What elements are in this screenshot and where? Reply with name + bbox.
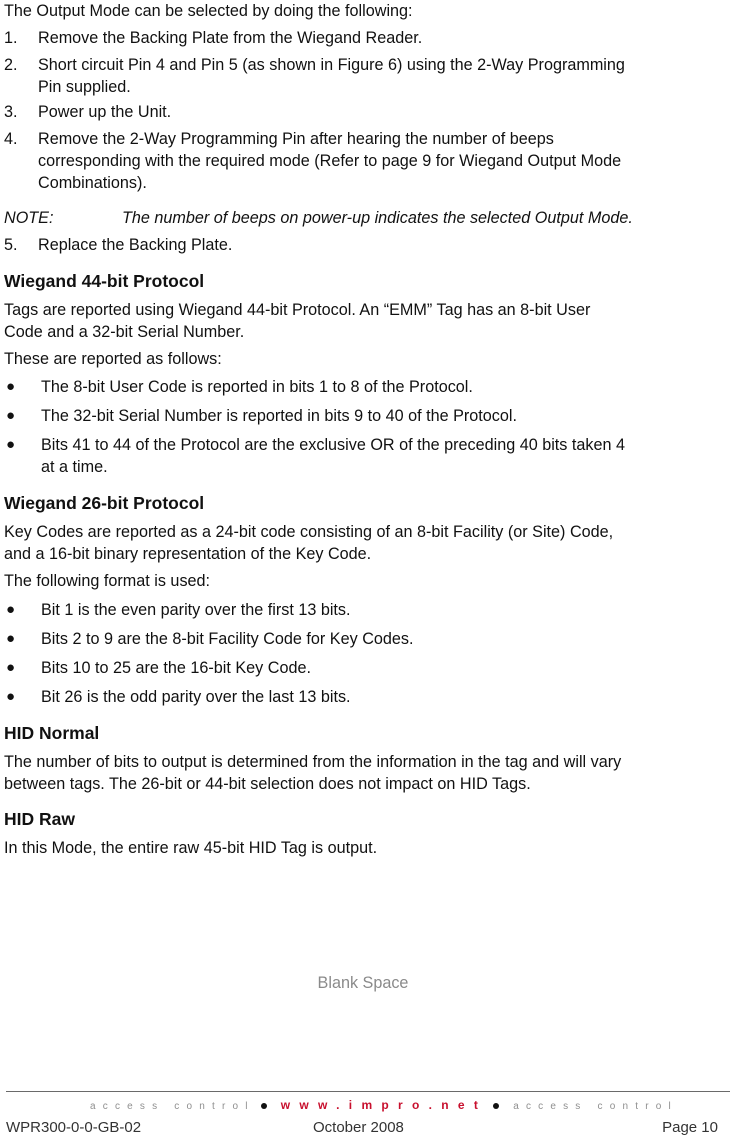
note-text: The number of beeps on power-up indicates the selected Output Mode. <box>122 209 633 227</box>
section-paragraph-line: Code and a 32-bit Serial Number. <box>4 323 245 341</box>
section-paragraph-line: between tags. The 26-bit or 44-bit selection does not impact on HID Tags. <box>4 775 531 793</box>
intro-text: The Output Mode can be selected by doing the following: <box>4 2 413 20</box>
footer-divider <box>6 1091 730 1092</box>
bullet-text: Bit 1 is the even parity over the first 13 bits. <box>41 601 351 619</box>
section-lead: These are reported as follows: <box>4 350 222 368</box>
section-paragraph-line: and a 16-bit binary representation of the Key Code. <box>4 545 372 563</box>
section-paragraph-line: The number of bits to output is determined from the information in the tag and will vary <box>4 753 622 771</box>
bullet-icon: ● <box>6 659 16 676</box>
footer-date: October 2008 <box>313 1119 404 1136</box>
bullet-text: Bits 10 to 25 are the 16-bit Key Code. <box>41 659 311 677</box>
section-paragraph-line: Tags are reported using Wiegand 44-bit Protocol. An “EMM” Tag has an 8-bit User <box>4 301 591 319</box>
section-heading-hid-normal: HID Normal <box>4 723 100 743</box>
step-text: Short circuit Pin 4 and Pin 5 (as shown in Figure 6) using the 2-Way Programming Pin supplied. <box>38 56 625 96</box>
footer-brand-strip <box>90 1097 678 1113</box>
footer-strip-left: access control <box>90 1101 255 1112</box>
section-heading-hid-raw: HID Raw <box>4 809 75 829</box>
footer-website: www.impro.net <box>280 1098 488 1112</box>
dot-separator-icon <box>493 1103 499 1109</box>
step-number: 2. <box>4 56 18 74</box>
bullet-icon: ● <box>6 630 16 647</box>
bullet-icon: ● <box>6 688 16 705</box>
bullet-icon: ● <box>6 601 16 618</box>
step-number: 3. <box>4 103 18 121</box>
step-text: Remove the 2-Way Programming Pin after hearing the number of beeps corresponding with the required mode (Refer to page 9 for Wiegand Output Mode Combinations). <box>38 130 622 192</box>
section-heading-wiegand-26: Wiegand 26-bit Protocol <box>4 493 205 513</box>
bullet-text: Bits 41 to 44 of the Protocol are the exclusive OR of the preceding 40 bits taken 4 at a time. <box>41 436 625 476</box>
section-paragraph-line: Key Codes are reported as a 24-bit code consisting of an 8-bit Facility (or Site) Code, <box>4 523 614 541</box>
step-number: 5. <box>4 236 18 254</box>
section-paragraph: In this Mode, the entire raw 45-bit HID Tag is output. <box>4 839 378 857</box>
blank-space-label: Blank Space <box>317 974 409 992</box>
step-number: 1. <box>4 29 18 47</box>
footer-page-number: Page 10 <box>662 1119 718 1136</box>
bullet-icon: ● <box>6 378 16 395</box>
bullet-text: The 32-bit Serial Number is reported in bits 9 to 40 of the Protocol. <box>41 407 517 425</box>
step-text: Remove the Backing Plate from the Wiegand Reader. <box>38 29 423 47</box>
dot-separator-icon <box>261 1103 267 1109</box>
bullet-text: Bits 2 to 9 are the 8-bit Facility Code for Key Codes. <box>41 630 414 648</box>
bullet-icon: ● <box>6 407 16 424</box>
step-text: Replace the Backing Plate. <box>38 236 233 254</box>
bullet-text: Bit 26 is the odd parity over the last 13 bits. <box>41 688 351 706</box>
note-label: NOTE: <box>4 209 54 227</box>
step-text: Power up the Unit. <box>38 103 172 121</box>
section-heading-wiegand-44: Wiegand 44-bit Protocol <box>4 271 205 291</box>
footer-doc-id: WPR300-0-0-GB-02 <box>6 1119 142 1136</box>
section-lead: The following format is used: <box>4 572 211 590</box>
bullet-text: The 8-bit User Code is reported in bits 1 to 8 of the Protocol. <box>41 378 473 396</box>
footer-strip-right: access control <box>513 1101 678 1112</box>
bullet-icon: ● <box>6 436 16 453</box>
step-number: 4. <box>4 130 18 148</box>
